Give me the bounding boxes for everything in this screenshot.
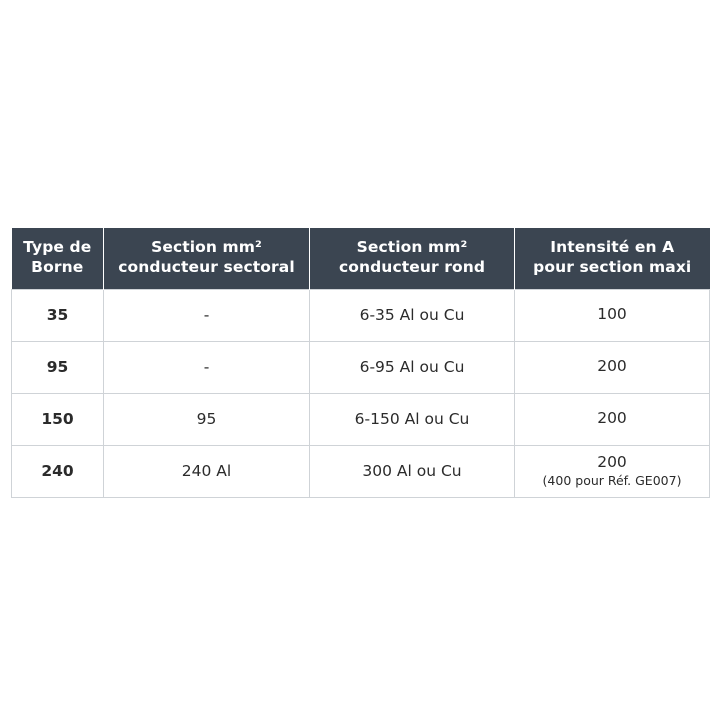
column-header-line-1: Section mm² bbox=[356, 238, 468, 256]
cell-sectoral: - bbox=[104, 289, 310, 341]
cell-rond: 6-150 Al ou Cu bbox=[310, 393, 515, 445]
cell-sectoral: - bbox=[104, 341, 310, 393]
column-header-line-2: pour section maxi bbox=[533, 257, 692, 276]
cell-intensite bbox=[515, 445, 710, 497]
column-header-line-1: Intensité en A bbox=[550, 238, 675, 256]
cell-rond: 6-95 Al ou Cu bbox=[310, 341, 515, 393]
cell-rond: 6-35 Al ou Cu bbox=[310, 289, 515, 341]
table-row bbox=[12, 341, 710, 393]
cell-intensite-value: 200 bbox=[597, 453, 627, 472]
cell-type: 35 bbox=[12, 289, 104, 341]
column-header-line-2: Borne bbox=[31, 257, 84, 276]
cell-intensite bbox=[515, 393, 710, 445]
table-header-row bbox=[12, 228, 710, 289]
cell-type: 240 bbox=[12, 445, 104, 497]
column-header-line-1: Type de bbox=[23, 238, 92, 256]
cell-intensite bbox=[515, 289, 710, 341]
table-body bbox=[12, 289, 710, 497]
terminal-specification-table bbox=[11, 228, 710, 498]
cell-type: 150 bbox=[12, 393, 104, 445]
cell-intensite bbox=[515, 341, 710, 393]
cell-intensite-note: (400 pour Réf. GE007) bbox=[542, 473, 682, 489]
column-header-intensite-pour-section-maxi bbox=[515, 228, 710, 289]
table-header bbox=[12, 228, 710, 289]
column-header-line-1: Section mm² bbox=[151, 238, 262, 256]
table-row bbox=[12, 289, 710, 341]
table-row bbox=[12, 445, 710, 497]
column-header-section-conducteur-sectoral bbox=[104, 228, 310, 289]
cell-intensite-value: 200 bbox=[597, 357, 627, 376]
cell-sectoral: 95 bbox=[104, 393, 310, 445]
cell-intensite-value: 200 bbox=[597, 409, 627, 428]
column-header-type-de-borne bbox=[12, 228, 104, 289]
column-header-line-2: conducteur sectoral bbox=[118, 257, 295, 276]
spec-table-container bbox=[11, 228, 709, 498]
column-header-section-conducteur-rond bbox=[310, 228, 515, 289]
cell-intensite-value: 100 bbox=[597, 305, 627, 324]
cell-sectoral: 240 Al bbox=[104, 445, 310, 497]
table-row bbox=[12, 393, 710, 445]
cell-rond: 300 Al ou Cu bbox=[310, 445, 515, 497]
cell-type: 95 bbox=[12, 341, 104, 393]
column-header-line-2: conducteur rond bbox=[338, 257, 486, 276]
